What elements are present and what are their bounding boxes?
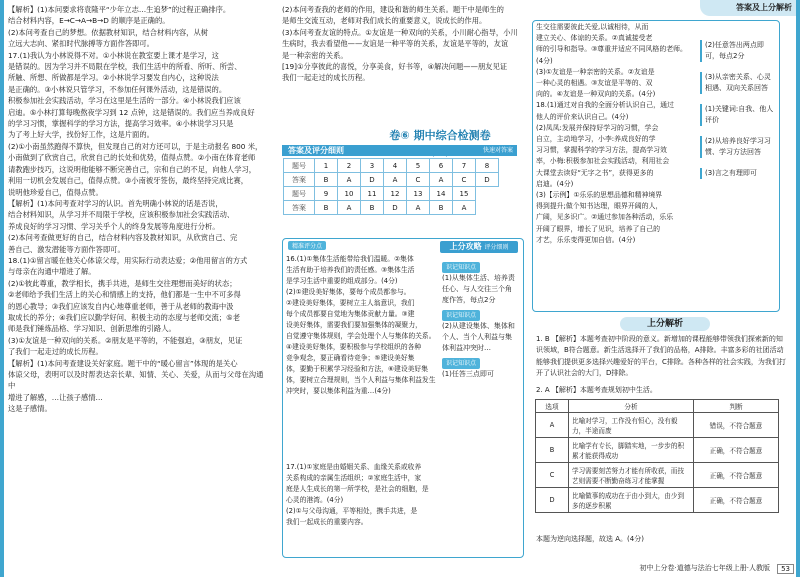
analysis-1: 1. B 【解析】本题考查初中阶段的意义。新增加的课程能够带领我们探索新的知识领域，B符合题意。新生活选择开了我们的品格，A排除。丰富多彩的社团活动能够我们提供更多选择兴趣爱好的平台，C排除。各种各样的社会实践，为我们打开了认识社会的大门，D排除。 — [536, 335, 786, 378]
text-line: 为了考上好大学，找份好工作，这是片面的。 — [8, 130, 154, 140]
text-line: 17.(1)我认为小林说得不对。①小林说在教室要上课才是学习，这 — [8, 50, 219, 60]
text-line: 是师生交流互动，老师对我们成长的重要意义，说成长的作用。 — [282, 16, 487, 26]
text-line: 大课堂去读好“无字之书”，获得更多的 — [536, 168, 654, 177]
answer-table — [283, 158, 499, 215]
text-line: 关系构成的亲属生活组织；②家庭生活中，家 — [286, 474, 422, 482]
right-top-text — [536, 22, 696, 246]
text-line: (2)本问考查我的老师的作用，建设和谐的师生关系。题干中是师生的 — [282, 5, 504, 14]
text-line: 体，要勤于积累学习经验和方法，⑥建设美好集 — [286, 365, 429, 373]
answer-cell: A — [453, 201, 476, 215]
option-row — [536, 438, 779, 463]
option-header: 判断 — [694, 400, 779, 413]
text-line: (3)【示例】①乐乐的思想品德和精神境界 — [536, 191, 663, 200]
text-line: 是错误的。因为学习并不局限在学校，我们生活中的所看、所听、所尝、 — [8, 62, 242, 72]
option-cell: 比喻做事的成功在于由小到大，由少到多的逐步积累 — [569, 488, 694, 513]
text-line: 小南做到了欣赏自己，欣赏自己的长处和优势，值得点赞。②小南在体育老师 — [8, 153, 256, 163]
text-line: 每个成员都要自觉地为集体贡献力量。③建 — [286, 310, 415, 318]
header-tag: 答案及上分解析 — [700, 0, 800, 16]
answer-cell: B — [430, 201, 453, 215]
hint-text: (2)从培养良好学习习惯、学习方法回答 — [700, 136, 774, 158]
text-line: 体谅父母，表明可以及时帮表达亲长辈、知情、关心、关爱，从而与父母在沟通中 — [8, 370, 264, 391]
exam-title: 卷⑥ 期中综合检测卷 — [389, 129, 491, 142]
hint-text: (2)任意答出两点即可，每点2分 — [700, 40, 774, 62]
analysis-2: 2. A 【解析】本题考查规划初中生活。 — [536, 386, 657, 394]
answer-cell: B — [361, 201, 384, 215]
text-line: 18.(1)①留言暖在他关心体谅父母，用实际行动表达爱；②他用留言的方式 — [8, 255, 248, 265]
text-line: 的学习习惯，掌握科学的学习方法，提高学习效率。④小林说学习只是 — [8, 119, 234, 129]
question-number: 15 — [453, 187, 476, 201]
text-line: 自立，主动地学习，小李:养成良好的学 — [536, 135, 656, 144]
text-line: 师是我们锤炼品格、学习知识、创新思维的引路人。 — [8, 324, 176, 334]
text-line: 习习惯，掌握科学的学习方法，提高学习效 — [536, 146, 667, 155]
mid-side-hints — [442, 258, 518, 380]
hint-text: (1)任答三点即可 — [442, 370, 494, 378]
option-cell: C — [536, 463, 569, 488]
text-line: (2)本问考查自己的梦想。依据教材知识，结合材料内容，从树 — [8, 27, 209, 37]
text-line: (2)①小南虽然跑得不算快，但发现自己的对方还可以，于是主动报名 800 米， — [8, 141, 263, 151]
option-cell: 错误，不符合题意 — [694, 413, 779, 438]
text-line: (2)①与父母沟通，平等相处，携手共进，是 — [286, 507, 418, 515]
text-line: 16.(1)①集体生活能带给我们温暖。②集体 — [286, 255, 414, 263]
hint-text: (3)言之有理即可 — [700, 168, 774, 179]
answer-cell: A — [430, 173, 453, 187]
text-line: 是学习生活中重要的组成部分。(4分) — [286, 277, 398, 285]
text-line: 利用一切机会发展自己，值得点赞。③小南被牙签伤，最终坚持完成比赛， — [8, 176, 249, 186]
answer-cell: A — [338, 201, 361, 215]
text-line: 竞争观念，要正确看待竞争；⑤建设美好集 — [286, 354, 415, 362]
question-number: 1 — [315, 159, 338, 173]
text-line: 结合材料知识，从学习并不局限于学校，应该积极参加社会实践活动、 — [8, 210, 235, 220]
question-number: 11 — [361, 187, 384, 201]
answer-bar — [282, 145, 517, 156]
text-line: 的恩心教导；③我们应该发自内心地尊重老师，善于从老师的教诲中汲 — [8, 301, 234, 311]
text-line: (3)①友谊是一种双向的关系。②朋友是平等的，不能强迫，③朋友，见证 — [8, 335, 243, 345]
footer-book: 初中上分卷·道德与法治七年级上册·人教版 — [639, 564, 770, 572]
text-line: 是一种亲密的关系。 — [282, 50, 348, 60]
option-row — [536, 413, 779, 438]
question-number: 9 — [315, 187, 338, 201]
text-line: 善自己、激发潜能等方面作答即可。 — [8, 244, 125, 254]
text-line: 与母亲在沟通中增进了解。 — [8, 267, 96, 277]
text-line: (4分) — [536, 56, 553, 65]
text-line: (3)①友谊是一种亲密的关系。②友谊是 — [536, 67, 655, 76]
text-line: 得到提升;做个知书达理，眼界开阔的人， — [536, 202, 663, 211]
analysis-title: 上分解析 — [620, 317, 710, 331]
text-line: 生病时，我去看望他——友谊是一种平等的关系，友谊是平等的，友谊 — [282, 39, 509, 49]
answer-bar-right: 快速对答案 — [482, 147, 513, 154]
upper-box-title: 上分攻略 — [449, 242, 482, 251]
option-cell: 学习需要刻苦努力才能有所收获，而技艺则需要不断勤奋练习才能掌握 — [569, 463, 694, 488]
text-line: 我们一起走过的成长历程。 — [282, 73, 370, 83]
text-line: 这是子感情。 — [8, 404, 52, 414]
text-line: 所触、所想、所做都是学习。②小林说学习要发自内心，这种说法 — [8, 73, 219, 83]
q-label: 题号 — [284, 159, 315, 173]
text-line: 冲突时，要以集体利益为重…(4分) — [286, 387, 391, 395]
answer-cell: A — [384, 173, 407, 187]
question-number: 12 — [384, 187, 407, 201]
option-cell: B — [536, 438, 569, 463]
text-line: 【解析】(1)本问考查建设关好家庭。题干中的“暖心留言”体现的是关心 — [8, 358, 238, 368]
text-line: 【解析】(1)本问考查对学习的认识。首先明确小林说的话是否说， — [8, 198, 223, 208]
question-number: 6 — [430, 159, 453, 173]
text-line: 师的引导和指导。③尊重并适应不同风格的老师。 — [536, 45, 687, 54]
text-line: 积极参加社会实践活动，学习在这里是生活的一部分。④小林说我们应该 — [8, 96, 241, 106]
text-line: 心灵的港湾。(4分) — [286, 496, 344, 504]
page-number: 53 — [777, 564, 794, 574]
text-line: 启迪。⑤小林打算每晚熬夜学习到 12 点钟，这是错误的。我们应当养成良好 — [8, 107, 255, 117]
text-line: ②建设美好集体，要树立主人翁意识，我们 — [286, 299, 415, 307]
text-line: 我们一起成长的重要内容。 — [286, 518, 368, 526]
upper-box-sub: 评分细则 — [484, 244, 509, 251]
answer-cell: B — [315, 173, 338, 187]
text-line: 【解析】(1)本问要求将袁隆平“少年立志…生追梦”的过程正确排序。 — [8, 5, 231, 14]
option-cell: D — [536, 488, 569, 513]
text-line: 设美好集体，需要我们要加强集体的凝聚力， — [286, 321, 422, 329]
option-cell: 正确，不符合题意 — [694, 488, 779, 513]
option-cell: 正确，不符合题意 — [694, 438, 779, 463]
option-cell: 正确，不符合题意 — [694, 463, 779, 488]
q17-text — [286, 462, 436, 528]
text-line: 一种心灵的相遇。③友谊是平等的、双 — [536, 79, 653, 88]
answer-cell: D — [361, 173, 384, 187]
text-line: (2)①建设美好集体，要每个成员都参与。 — [286, 288, 411, 296]
option-row — [536, 488, 779, 513]
q-label: 题号 — [284, 187, 315, 201]
text-line: 启迪。(4分) — [536, 179, 574, 188]
text-line: 生交往需要彼此关爱,以诚相待，从而 — [536, 23, 649, 31]
hint-text: (2)从建设集体、集体和个人、当个人利益与集体利益冲突时… — [442, 322, 515, 352]
q16-text — [286, 254, 436, 397]
hint-label: 识记知识点 — [442, 310, 480, 321]
text-line: 才艺，乐乐变得更加自信。(4分) — [536, 235, 636, 244]
answer-bar-title: 答案及评分细则 — [288, 146, 344, 155]
text-line: 17.(1)①家庭是由婚姻关系、血缘关系或收养 — [286, 463, 422, 471]
detail-tag: 精准评分点 — [288, 241, 326, 250]
text-line: 请教跑步技巧，这说明他能够不断完善自己，宗和自己的不足，向他人学习， — [8, 164, 257, 174]
text-line: (2)①彼此尊重，教学相长，携手共进，是师生交往理想而美好的状态； — [8, 278, 237, 288]
text-line: 养成良好的学习习惯、学习关乎个人的终身发展等角度进行分析。 — [8, 221, 220, 231]
question-number: 2 — [338, 159, 361, 173]
question-number: 14 — [430, 187, 453, 201]
question-number: 8 — [476, 159, 499, 173]
text-line: 取成长的养分；④我们应以勤学好问、积极主动的态度与老师交流；⑤老 — [8, 312, 240, 322]
answer-cell: A — [338, 173, 361, 187]
question-number: 7 — [453, 159, 476, 173]
left-column — [8, 4, 270, 415]
question-number: 13 — [407, 187, 430, 201]
answer-cell: D — [476, 173, 499, 187]
a-label: 答案 — [284, 201, 315, 215]
hint-label: 识记知识点 — [442, 358, 480, 369]
right-stripe — [796, 0, 800, 577]
text-line: 广阔，见多识广。②通过参加各种活动，乐乐 — [536, 213, 674, 222]
text-line: 率，小梅:积极参加社会实践活动，利用社会 — [536, 157, 670, 166]
option-header: 分析 — [569, 400, 694, 413]
analysis-tail: 本题为逆向选择题，故选 A。(4分) — [536, 535, 644, 543]
answer-cell: B — [315, 201, 338, 215]
text-line: 立远大志向、紧扣时代脉搏等方面作答即可。 — [8, 39, 154, 49]
a-label: 答案 — [284, 173, 315, 187]
text-line: (2)凤凤:发展并保持好学习的习惯，学会 — [536, 123, 659, 132]
option-row — [536, 463, 779, 488]
left-stripe — [0, 0, 4, 577]
text-line: 庭是人生成长的第一所学校，是社会的细胞，是 — [286, 485, 429, 493]
option-cell: A — [536, 413, 569, 438]
text-line: 他人的评价来认识自己。(4分) — [536, 112, 629, 121]
text-line: 自觉遵守集体规则，学会处理个人与集体的关系。 — [286, 332, 436, 340]
answer-cell: D — [384, 201, 407, 215]
text-line: 增进了解感，…让孩子感情… — [8, 392, 103, 402]
question-number: 5 — [407, 159, 430, 173]
upper-box — [440, 241, 518, 253]
option-header: 选项 — [536, 400, 569, 413]
hint-text: (1)从集体生活、培养责任心、与人交往三个角度作答，每点2分 — [442, 274, 515, 304]
option-cell: 比喻对学习，工作没有恒心，没有毅力，半途而废 — [569, 413, 694, 438]
text-line: ④建设美好集体，要积极参与学校组织的各种 — [286, 343, 422, 351]
option-table — [535, 399, 779, 513]
text-line: [19]①分享彼此的喜悦，分享美食，好书等，④解决问题——朋友见证 — [282, 62, 508, 72]
text-line: 向的。④友谊是一种双向的关系。(4分) — [536, 90, 656, 99]
text-line: 建立关心、体谅的关系。②真诚接受老 — [536, 34, 653, 43]
text-line: 是正确的。③小林说只管学习，不参加任何课外活动，这是错误的。 — [8, 84, 227, 94]
text-line: (2)本问考查做更好的自己，结合材料内容及教材知识，从欣赏自己、完 — [8, 233, 238, 243]
text-line: 说明他珍爱自己，值得点赞。 — [8, 187, 103, 197]
question-number: 10 — [338, 187, 361, 201]
hint-text: (1)关键词:自我、他人评价 — [700, 104, 774, 126]
option-cell: 比喻学有专长，脚踏实地，一步步的积累才能获得成功 — [569, 438, 694, 463]
text-line: 结合材料内容，E→C→A→B→D 的顺序是正确的。 — [8, 16, 170, 26]
right-side-hints — [700, 40, 774, 189]
answer-cell: C — [407, 173, 430, 187]
text-line: 体，要树立合理规则，当个人利益与集体利益发生 — [286, 376, 436, 384]
answer-cell: A — [407, 201, 430, 215]
hint-label: 识记知识点 — [442, 262, 480, 273]
text-line: (3)本问考查友谊的特点。①友谊是一种双向的关系，小川耐心指导，小川 — [282, 27, 518, 37]
answer-cell: C — [453, 173, 476, 187]
question-number: 4 — [384, 159, 407, 173]
hint-text: (3)从亲密关系、心灵相遇、双向关系回答 — [700, 72, 774, 94]
mid-top-text — [282, 4, 522, 84]
text-line: 了我们一起走过的成长历程。 — [8, 347, 103, 357]
question-number: 3 — [361, 159, 384, 173]
text-line: 生活有助于培养我们的责任感。③集体生活 — [286, 266, 415, 274]
text-line: 开阔了眼界，增长了见识，培养了自己的 — [536, 224, 661, 233]
text-line: ②老师给予我们生活上的关心和情感上的支持，他们都是一生中不可多得 — [8, 290, 241, 300]
text-line: 18.(1)通过对自我的全面分析认识自己，通过 — [536, 101, 674, 110]
